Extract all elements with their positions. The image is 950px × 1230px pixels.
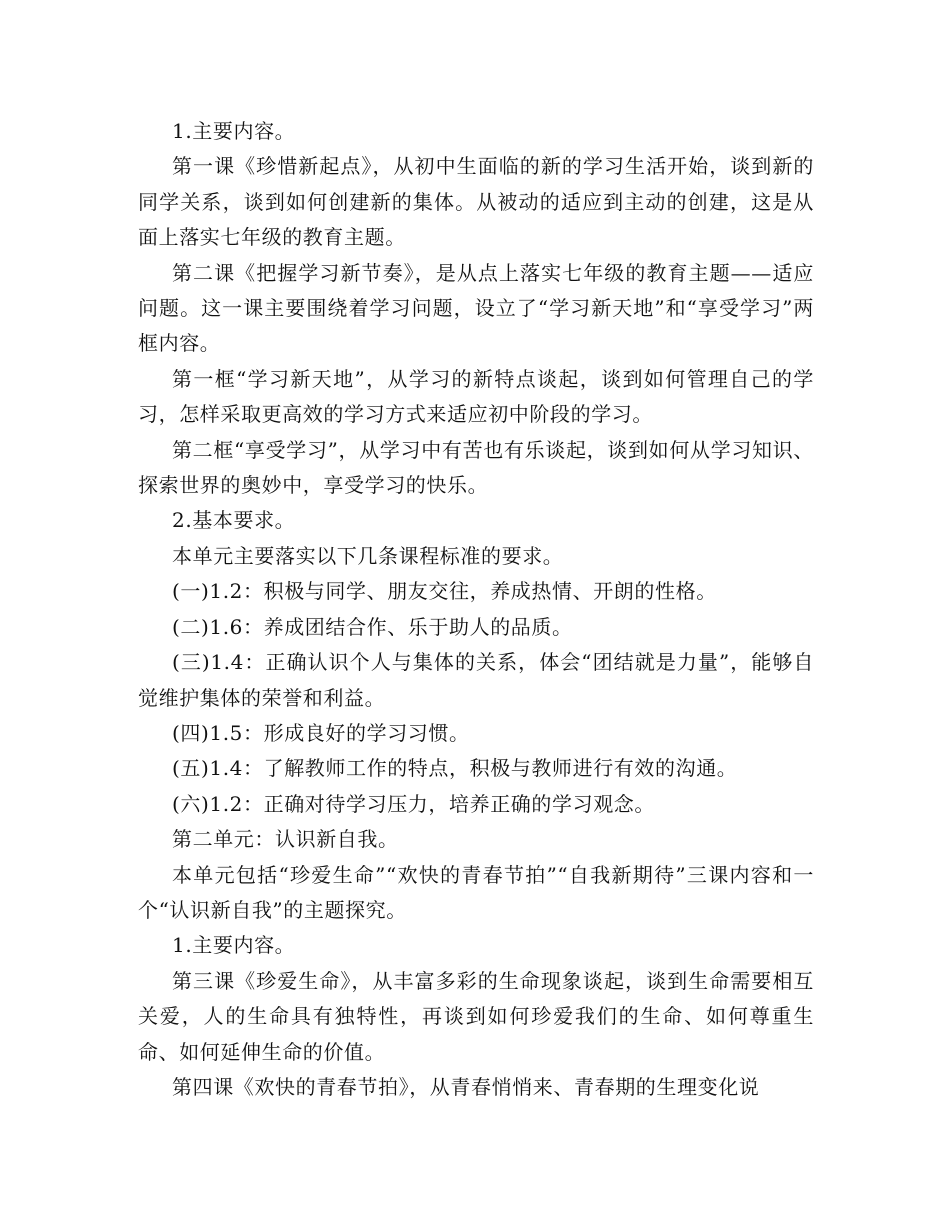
heading-unit-2: 第二单元：认识新自我。 <box>172 827 399 852</box>
requirement-item-1: (一)1.2：积极与同学、朋友交往，养成热情、开朗的性格。 <box>172 579 717 604</box>
paragraph-standards-intro: 本单元主要落实以下几条课程标准的要求。 <box>172 543 564 568</box>
paragraph-lesson-1: 第一课《珍惜新起点》，从初中生面临的新的学习生活开始，谈到新的同学关系，谈到如何创建新的集体。从被动的适应到主动的创建，这是从面上落实七年级的教育主题。 <box>138 154 814 250</box>
paragraph-frame-1: 第一框“学习新天地”，从学习的新特点谈起，谈到如何管理自己的学习，怎样采取更高效的学习方式来适应初中阶段的学习。 <box>138 366 814 427</box>
requirement-item-4: (四)1.5：形成良好的学习习惯。 <box>172 720 470 745</box>
heading-main-content-2: 1.主要内容。 <box>172 933 296 958</box>
paragraph-lesson-4: 第四课《欢快的青春节拍》，从青春悄悄来、青春期的生理变化说 <box>172 1074 760 1099</box>
heading-main-content: 1.主要内容。 <box>172 119 296 143</box>
paragraph-frame-2: 第二框“享受学习”，从学习中有苦也有乐谈起，谈到如何从学习知识、探索世界的奥妙中，享受学习的快乐。 <box>138 437 814 498</box>
requirement-item-6: (六)1.2：正确对待学习压力，培养正确的学习观念。 <box>172 791 656 816</box>
paragraph-lesson-2: 第二课《把握学习新节奏》，是从点上落实七年级的教育主题——适应问题。这一课主要围绕着学习问题，设立了“学习新天地”和“享受学习”两框内容。 <box>138 260 814 356</box>
requirement-item-2: (二)1.6：养成团结合作、乐于助人的品质。 <box>172 614 573 639</box>
document-body <box>138 114 814 1105</box>
requirement-item-3: (三)1.4：正确认识个人与集体的关系，体会“团结就是力量”，能够自觉维护集体的荣誉和利益。 <box>138 650 814 710</box>
heading-basic-requirements: 2.基本要求。 <box>172 508 296 533</box>
requirement-item-5: (五)1.4：了解教师工作的特点，积极与教师进行有效的沟通。 <box>172 756 738 781</box>
paragraph-lesson-3: 第三课《珍爱生命》，从丰富多彩的生命现象谈起，谈到生命需要相互关爱，人的生命具有独特性，再谈到如何珍爱我们的生命、如何尊重生命、如何延伸生命的价值。 <box>138 968 814 1064</box>
paragraph-unit-2-intro: 本单元包括“珍爱生命”“欢快的青春节拍”“自我新期待”三课内容和一个“认识新自我”的主题探究。 <box>138 862 814 922</box>
